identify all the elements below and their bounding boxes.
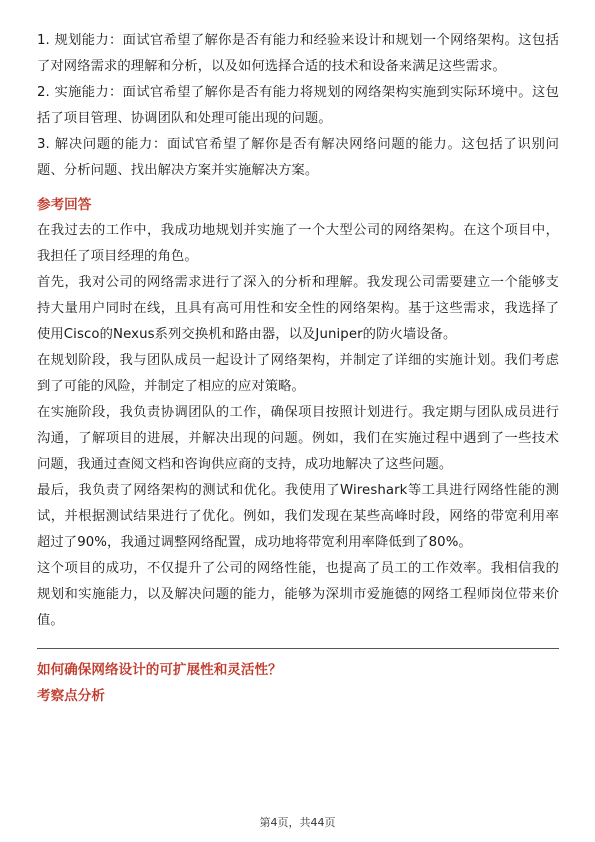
answer-paragraph-3: 在规划阶段，我与团队成员一起设计了网络架构，并制定了详细的实施计划。我们考虑到了可能的风险，并制定了相应的应对策略。 [37, 353, 559, 394]
section-divider [37, 648, 559, 649]
answer-heading: 参考回答 [37, 197, 92, 213]
answer-paragraph-2: 首先，我对公司的网络需求进行了深入的分析和理解。我发现公司需要建立一个能够支持大量用户同时在线，且具有高可用性和安全性的网络架构。基于这些需求，我选择了使用Cisco的Nexus系列交换机和路由器，以及Juniper的防火墙设备。 [37, 275, 559, 342]
intro-point-1: 1. 规划能力：面试官希望了解你是否有能力和经验来设计和规划一个网络架构。这包括了对网络需求的理解和分析，以及如何选择合适的技术和设备来满足这些需求。 [37, 33, 559, 74]
answer-paragraph-6: 这个项目的成功，不仅提升了公司的网络性能，也提高了员工的工作效率。我相信我的规划和实施能力，以及解决问题的能力，能够为深圳市爱施德的网络工程师岗位带来价值。 [37, 561, 559, 628]
answer-paragraph-5: 最后，我负责了网络架构的测试和优化。我使用了Wireshark等工具进行网络性能的测试，并根据测试结果进行了优化。例如，我们发现在某些高峰时段，网络的带宽利用率超过了90%，我通过调整网络配置，成功地将带宽利用率降低到了80%。 [37, 483, 559, 550]
page-footer: 第4页，共44页 [259, 816, 336, 829]
next-subheading: 考察点分析 [37, 688, 105, 704]
next-question-heading: 如何确保网络设计的可扩展性和灵活性？ [37, 662, 282, 678]
answer-paragraph-4: 在实施阶段，我负责协调团队的工作，确保项目按照计划进行。我定期与团队成员进行沟通，了解项目的进展，并解决出现的问题。例如，我们在实施过程中遇到了一些技术问题，我通过查阅文档和咨询供应商的支持，成功地解决了这些问题。 [37, 405, 559, 472]
intro-point-3: 3. 解决问题的能力：面试官希望了解你是否有解决网络问题的能力。这包括了识别问题、分析问题、找出解决方案并实施解决方案。 [37, 137, 559, 178]
answer-paragraph-1: 在我过去的工作中，我成功地规划并实施了一个大型公司的网络架构。在这个项目中，我担任了项目经理的角色。 [37, 223, 559, 264]
intro-point-2: 2. 实施能力：面试官希望了解你是否有能力将规划的网络架构实施到实际环境中。这包括了项目管理、协调团队和处理可能出现的问题。 [37, 85, 559, 126]
page-content [37, 28, 559, 709]
